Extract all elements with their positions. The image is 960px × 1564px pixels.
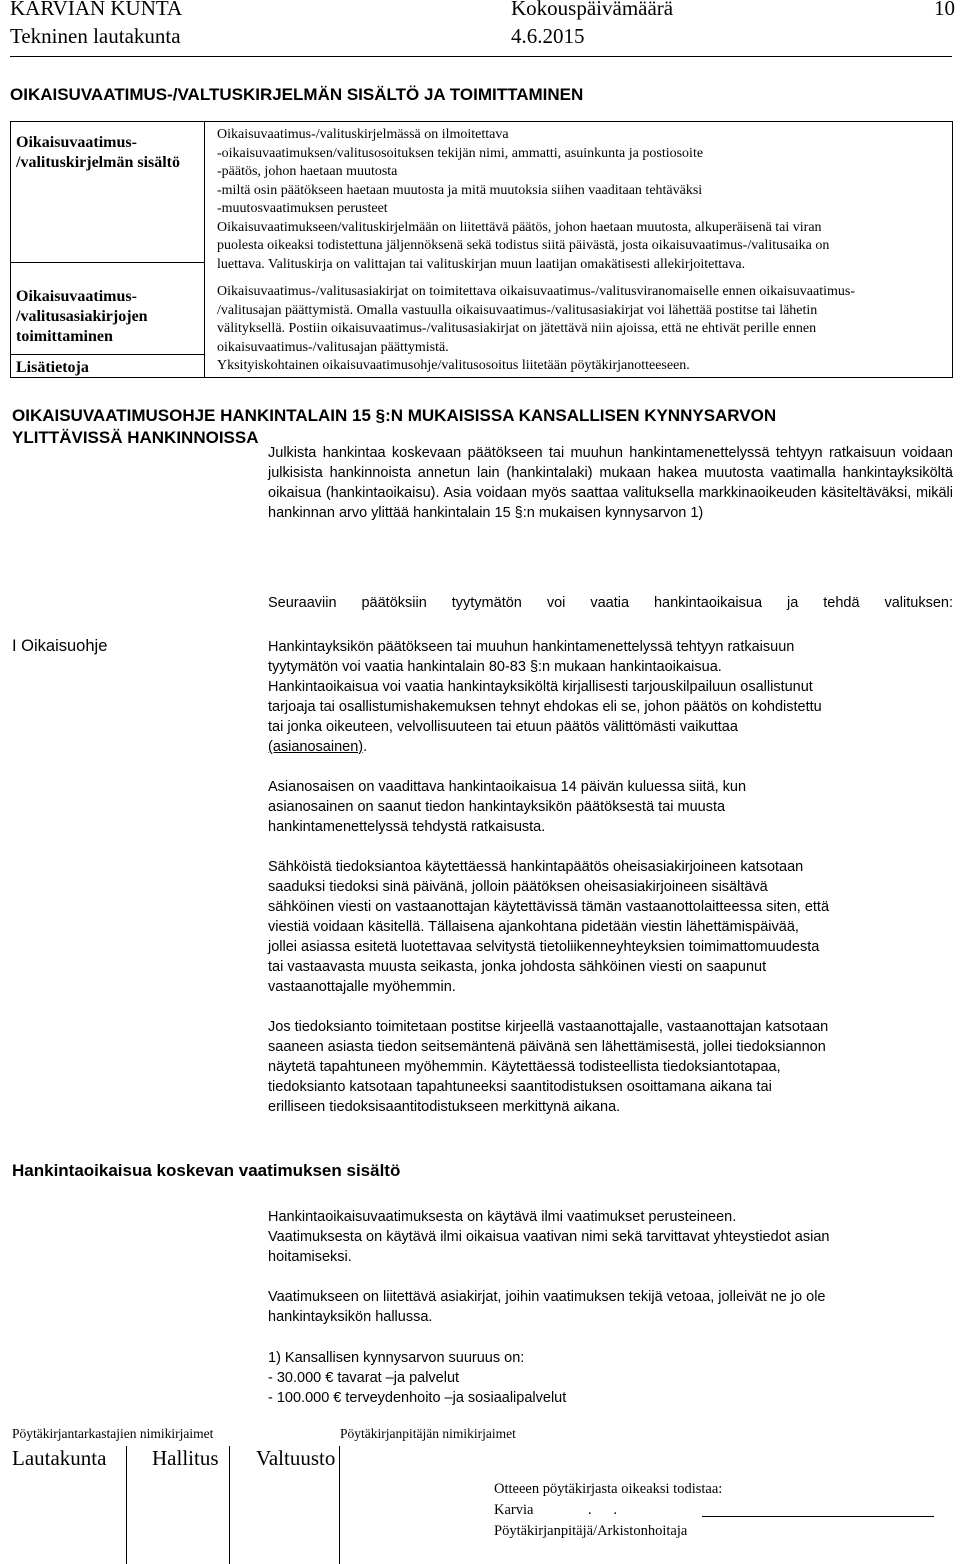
- party-term: (asianosainen): [268, 739, 364, 755]
- claim-content-paragraph: Hankintaoikaisuvaatimuksesta on käytävä ilmi vaatimukset perusteineen. Vaatimuksesta on käytävä ilmi oikaisua vaativan nimi sekä tarvittavat yhteystiedot asian hoitamiseksi.: [268, 1209, 830, 1265]
- certification-block: Otteeen pöytäkirjasta oikeaksi todistaa: Karvia . . Pöytäkirjanpitäjä/Arkistonhoitaja: [494, 1479, 934, 1542]
- footer-divider: [339, 1446, 340, 1564]
- keeper-initials-label: Pöytäkirjanpitäjän nimikirjaimet: [340, 1426, 516, 1441]
- following-decisions: Seuraaviin päätöksiin tyytymätön voi vaatia hankintaoikaisua ja tehdä valituksen:: [268, 595, 953, 611]
- section1-title: OIKAISUVAATIMUS-/VALTUSKIRJELMÄN SISÄLTÖ JA TOIMITTAMINEN: [10, 85, 584, 104]
- footer-divider: [126, 1446, 127, 1564]
- checkers-initials-label: Pöytäkirjantarkastajien nimikirjaimet: [12, 1426, 214, 1441]
- table-label-column: [11, 122, 205, 377]
- committee-name: Tekninen lautakunta: [10, 24, 181, 48]
- meeting-date: 4.6.2015: [511, 24, 585, 48]
- deadline-paragraph: Asianosaisen on vaadittava hankintaoikaisua 14 päivän kuluessa siitä, kun asianosainen on saanut tiedon hankintayksikön päätöksestä tai muusta hankintamenettelyssä tehdystä ratkaisusta.: [268, 779, 747, 835]
- label-more-info: Lisätietoja: [16, 359, 89, 376]
- label-content: Oikaisuvaatimus- /valituskirjelmän sisältö: [16, 134, 181, 171]
- section2-title: OIKAISUVAATIMUSOHJE HANKINTALAIN 15 §:N MUKAISISSA KANSALLISEN KYNNYSARVON YLITTÄVISSÄ HANKINNOISSA: [12, 406, 777, 447]
- body-valtuusto: Valtuusto: [256, 1446, 336, 1470]
- appeal-info-table: [10, 121, 953, 378]
- more-info-text: Yksityiskohtainen oikaisuvaatimusohje/valitusosoitus liitetään pöytäkirjanotteeseen.: [217, 358, 690, 373]
- attachments-paragraph: Vaatimukseen on liitettävä asiakirjat, joihin vaatimuksen tekijä vetoaa, jolleivät ne jo ole hankintayksikön hallussa.: [268, 1289, 826, 1325]
- body-lautakunta: Lautakunta: [12, 1446, 107, 1470]
- certification-place: Karvia: [494, 1502, 534, 1518]
- postal-notice-paragraph: Jos tiedoksianto toimitetaan postitse kirjeellä vastaanottajalle, vastaanottajan katsotaan saaneen asiasta tiedon seitsemäntenä päivänä sen lähettämisestä, jollei tiedoksiannon näytetä tapahtuneen myöhemmin. Käytettäessä todisteellista tiedoksiantotapaa, tiedoksianto katsotaan tapahtuneeksi saantitodistuksen osoittamana aikana tai erilliseen tiedoksisaantitodistukseen merkittynä aikana.: [268, 1019, 829, 1115]
- section3-title: Hankintaoikaisua koskevan vaatimuksen sisältö: [12, 1161, 401, 1180]
- footer-divider: [229, 1446, 230, 1564]
- delivery-text: Oikaisuvaatimus-/valitusasiakirjat on toimitettava oikaisuvaatimus-/valitusviranomaiselle ennen oikaisuvaatimus- /valitusajan päättymistä. Omalla vastuulla oikaisuvaatimus-/valitusasiakirjat voi lähettää postitse tai lähetin välityksellä. Postiin oikaisuvaatimus-/valitusasiakirjat on jätettävä niin ajoissa, että ne ehtivät perille ennen oikaisuvaatimus-/valitusajan päättymistä.: [217, 284, 856, 355]
- meeting-date-label: Kokouspäivämäärä: [511, 0, 674, 20]
- label-delivery: Oikaisuvaatimus- /valitusasiakirjojen toimittaminen: [16, 288, 148, 345]
- signature-line: [702, 1516, 934, 1517]
- rectification-paragraph: Hankintayksikön päätökseen tai muuhun hankintamenettelyssä tehtyyn ratkaisuun tyytymätön voi vaatia hankintalain 80-83 §:n mukaan hankintaoikaisua. Hankintaoikaisua voi vaatia hankintayksiköltä kirjallisesti tarjouskilpailuun osallistunut tarjoaja tai osallistumishakemuksen tehnyt ehdokas eli se, johon päätös on kohdistettu tai jonka oikeuteen, velvollisuuteen tai etuun päätös välittömästi vaikuttaa (asianosainen).: [268, 639, 822, 755]
- header-rule: [10, 56, 952, 57]
- certification-date-dots: . .: [588, 1502, 617, 1518]
- body-hallitus: Hallitus: [152, 1446, 219, 1470]
- oikaisuohje-label: I Oikaisuohje: [12, 637, 108, 655]
- org-name: KARVIAN KUNTA: [10, 0, 183, 20]
- threshold-note: 1) Kansallisen kynnysarvon suuruus on: - 30.000 € tavarat –ja palvelut - 100.000 € terveydenhoito –ja sosiaalipalvelut: [268, 1350, 567, 1406]
- content-text: Oikaisuvaatimus-/valituskirjelmässä on ilmoitettava -oikaisuvaatimuksen/valitusosoituksen tekijän nimi, ammatti, asuinkunta ja postiosoite -päätös, johon haetaan muutosta -miltä osin päätökseen haetaan muutosta ja mitä muutoksia siihen vaaditaan tehtäväksi -muutosvaatimuksen perusteet Oikaisuvaatimukseen/valituskirjelmään on liitettävä päätös, johon haetaan muutosta, alkuperäisenä tai viran puolesta oikeaksi todistettuna jäljennöksenä sekä todistus siitä päivästä, josta oikaisuvaatimus-/valitusaika on luettava. Valituskirja on valittajan tai valituskirjan muun laatijan omakätisesti allekirjoitettava.: [217, 127, 830, 272]
- row-divider: [11, 262, 204, 263]
- page-number: 10: [934, 0, 955, 20]
- electronic-notice-paragraph: Sähköistä tiedoksiantoa käytettäessä hankintapäätös oheisasiakirjoineen katsotaan saaduksi tiedoksi sinä päivänä, jolloin päätöksen oheisasiakirjoineen sisältävä sähköinen viesti on vastaanottajan käytettävissä tämän vastaanottolaitteessa siten, että viestiä voidaan käsitellä. Tällaisena ajankohtana pidetään viestin lähettämispäivää, jollei asiassa esitetä luotettavaa selvitystä tietoliikenneyhteyksien toimimattomuudesta tai vastaavasta muusta seikasta, jonka johdosta sähköinen viesti on saapunut vastaanottajalle myöhemmin.: [268, 859, 830, 995]
- intro-paragraph: Julkista hankintaa koskevaan päätökseen tai muuhun hankintamenettelyssä tehtyyn ratkaisuun voidaan julkisista hankinnoista annetun lain (hankintalaki) mukaan hakea muutosta vaatimalla hankintayksiköltä oikaisua (hankintaoikaisu). Asia voidaan myös saattaa valituksella markkinaoikeuden käsiteltäväksi, mikäli hankinnan arvo ylittää hankintalain 15 §:n mukaisen kynnysarvon 1): [268, 445, 953, 521]
- row-divider: [11, 354, 204, 355]
